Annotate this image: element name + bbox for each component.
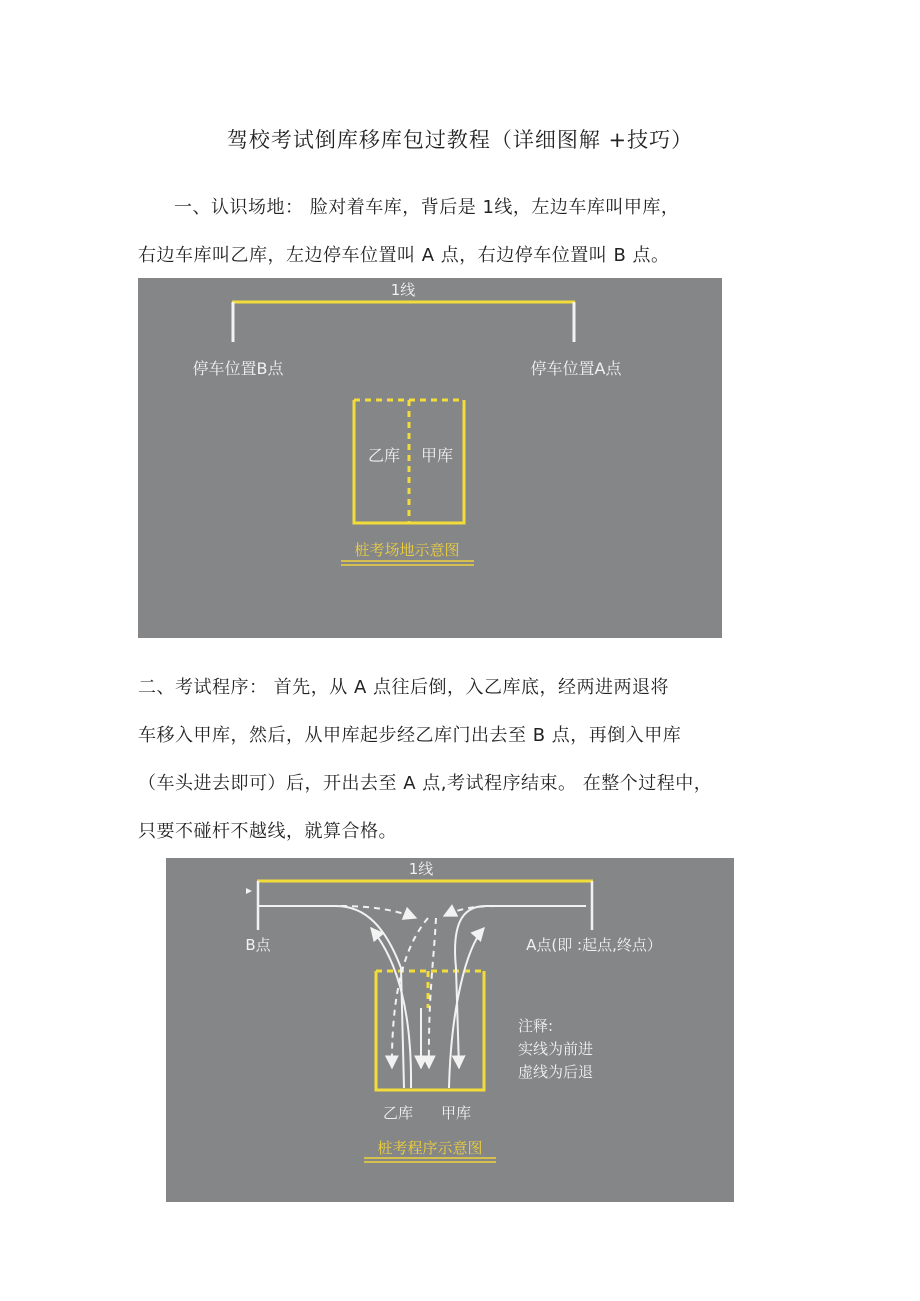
site-diagram-figure <box>138 278 722 638</box>
garage-yi-label: 乙库 <box>367 446 401 465</box>
line-1-label: 1线 <box>408 860 434 878</box>
section-2-line-2: 车移入甲库，然后，从甲库起步经乙库门出去至 B 点，再倒入甲库 <box>138 725 682 746</box>
figure-1-caption: 桩考场地示意图 <box>354 541 460 559</box>
point-b-label: 停车位置B点 <box>192 359 284 378</box>
section-2-line-4: 只要不碰杆不越线，就算合格。 <box>138 821 397 842</box>
procedure-diagram-figure <box>166 858 734 1202</box>
garage-yi-label: 乙库 <box>382 1104 414 1122</box>
note-solid: 实线为前进 <box>518 1040 594 1058</box>
point-a-label: A点(即 :起点,终点） <box>526 936 662 954</box>
garage-jia-label: 甲库 <box>440 1104 472 1122</box>
section-2 <box>138 664 798 856</box>
line-1-label: 1线 <box>390 281 416 299</box>
point-a-label: 停车位置A点 <box>530 359 622 378</box>
section-1-line-1: 一、认识场地： 脸对着车库，背后是 1线，左边车库叫甲库， <box>174 197 680 218</box>
point-b-label: B点 <box>245 936 271 954</box>
figure-2-caption: 桩考程序示意图 <box>377 1139 483 1157</box>
section-2-line-3: （车头进去即可）后，开出去至 A 点,考试程序结束。 在整个过程中， <box>138 773 713 794</box>
page-title: 驾校考试倒库移库包过教程（详细图解 +技巧） <box>226 128 694 152</box>
section-2-line-1: 二、考试程序： 首先，从 A 点往后倒，入乙库底，经两进两退将 <box>138 677 669 698</box>
note-dashed: 虚线为后退 <box>518 1063 594 1081</box>
garage-jia-label: 甲库 <box>420 446 454 465</box>
section-1 <box>138 184 798 280</box>
section-1-line-2: 右边车库叫乙库，左边停车位置叫 A 点，右边停车位置叫 B 点。 <box>138 245 670 266</box>
note-title: 注释: <box>518 1017 554 1035</box>
